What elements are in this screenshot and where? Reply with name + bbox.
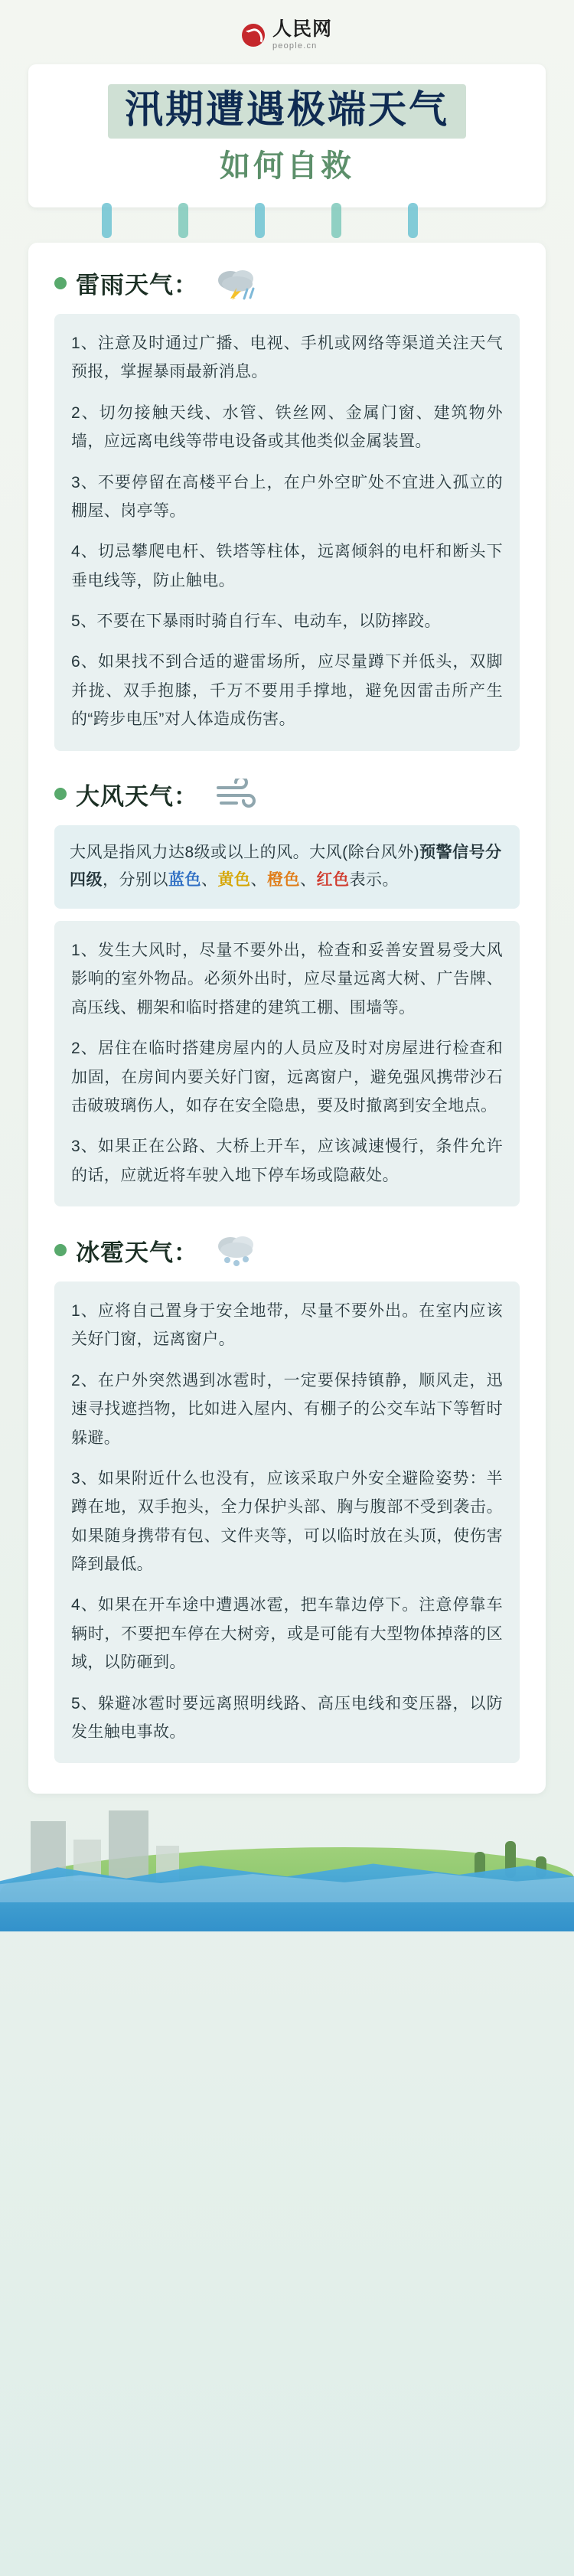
list-item: 3、如果附近什么也没有，应该采取户外安全避险姿势：半蹲在地，双手抱头，全力保护头部、胸与腹部不受到袭击。如果随身携带有包、文件夹等，可以临时放在头顶，使伤害降到最低。 [71, 1469, 503, 1573]
brand-subtitle: people.cn [272, 41, 318, 51]
list-item: 5、不要在下暴雨时骑自行车、电动车，以防摔跤。 [71, 612, 441, 630]
wind-warning-callout [54, 825, 520, 909]
callout-text-normal: 、 [201, 871, 218, 890]
callout-level-orange: 橙色 [267, 871, 300, 890]
thunderstorm-cloud-icon [214, 266, 261, 300]
brand-name: 人民网 [272, 18, 332, 40]
list-item: 6、如果找不到合适的避雷场所，应尽量蹲下并低头，双脚并拢、双手抱膝，千万不要用手撑地，避免因雷击所产生的“跨步电压”对人体造成伤害。 [71, 653, 503, 729]
hail-cloud-icon [214, 1232, 261, 1268]
list-item: 3、如果正在公路、大桥上开车，应该减速慢行，条件允许的话，应就近将车驶入地下停车场或隐蔽处。 [71, 1138, 503, 1184]
callout-text-normal: 、 [300, 871, 317, 890]
brand-text [272, 20, 332, 51]
title-card [28, 64, 546, 207]
section-title: 大风天气： [76, 782, 198, 810]
ribbon-decoration [28, 207, 546, 243]
ribbon-icon [255, 203, 265, 238]
callout-level-yellow: 黄色 [217, 871, 251, 890]
ribbon-icon [331, 203, 341, 238]
list-item: 2、居住在临时搭建房屋内的人员应及时对房屋进行检查和加固，在房间内要关好门窗，远离窗户，避免强风携带沙石击破玻璃伤人，如存在安全隐患，要及时撤离到安全地点。 [71, 1040, 503, 1115]
people-cn-logo-icon [242, 24, 265, 47]
list-item: 1、注意及时通过广播、电视、手机或网络等渠道关注天气预报，掌握暴雨最新消息。 [71, 335, 503, 381]
list-item: 3、不要停留在高楼平台上，在户外空旷处不宜进入孤立的棚屋、岗亭等。 [71, 473, 503, 520]
section-title: 冰雹天气： [76, 1239, 198, 1266]
page-title: 汛期遭遇极端天气 [108, 84, 466, 139]
callout-text-normal: 表示。 [349, 871, 399, 890]
page-subtitle: 如何自救 [220, 149, 354, 183]
tips-list [54, 921, 520, 1206]
section-header [54, 266, 520, 300]
section-hail [28, 1232, 546, 1763]
callout-text-normal: 大风是指风力达8级或以上的风。大风(除台风外) [70, 843, 420, 861]
section-header [54, 777, 520, 811]
list-item: 5、躲避冰雹时要远离照明线路、高压电线和变压器，以防发生触电事故。 [71, 1694, 503, 1741]
callout-text-normal: ，分别以 [103, 871, 168, 890]
bullet-dot-icon [54, 1244, 67, 1256]
footer-illustration [0, 1786, 574, 1931]
callout-text-bold: 预警信号分四级 [70, 843, 502, 890]
section-strong-wind [28, 777, 546, 1207]
ribbon-icon [178, 203, 188, 238]
list-item: 2、在户外突然遇到冰雹时，一定要保持镇静，顺风走，迅速寻找遮挡物，比如进入屋内、有棚子的公交车站下等暂时躲避。 [71, 1371, 503, 1447]
tips-list [54, 1281, 520, 1763]
bullet-dot-icon [54, 277, 67, 289]
callout-text-normal: 、 [250, 871, 267, 890]
ribbon-icon [102, 203, 112, 238]
list-item: 4、切忌攀爬电杆、铁塔等柱体，远离倾斜的电杆和断头下垂电线等，防止触电。 [71, 543, 503, 589]
list-item: 1、发生大风时，尽量不要外出，检查和妥善安置易受大风影响的室外物品。必须外出时，应尽量远离大树、广告牌、高压线、棚架和临时搭建的建筑工棚、围墙等。 [71, 942, 503, 1017]
brand-header [0, 0, 574, 58]
tips-list [54, 314, 520, 751]
callout-level-red: 红色 [316, 871, 350, 890]
building-icon [109, 1810, 148, 1881]
section-thunderstorm [28, 266, 546, 751]
callout-level-blue: 蓝色 [168, 871, 201, 890]
content-panel [28, 243, 546, 1794]
section-header [54, 1232, 520, 1268]
ribbon-icon [408, 203, 418, 238]
list-item: 4、如果在开车途中遭遇冰雹，把车靠边停下。注意停靠车辆时，不要把车停在大树旁，或是可能有大型物体掉落的区域，以防砸到。 [71, 1596, 503, 1672]
section-title: 雷雨天气： [76, 272, 198, 299]
list-item: 2、切勿接触天线、水管、铁丝网、金属门窗、建筑物外墙，应远离电线等带电设备或其他类似金属装置。 [71, 403, 503, 451]
list-item: 1、应将自己置身于安全地带，尽量不要外出。在室内应该关好门窗，远离窗户。 [71, 1302, 503, 1349]
wind-icon [214, 779, 261, 809]
bullet-dot-icon [54, 788, 67, 800]
